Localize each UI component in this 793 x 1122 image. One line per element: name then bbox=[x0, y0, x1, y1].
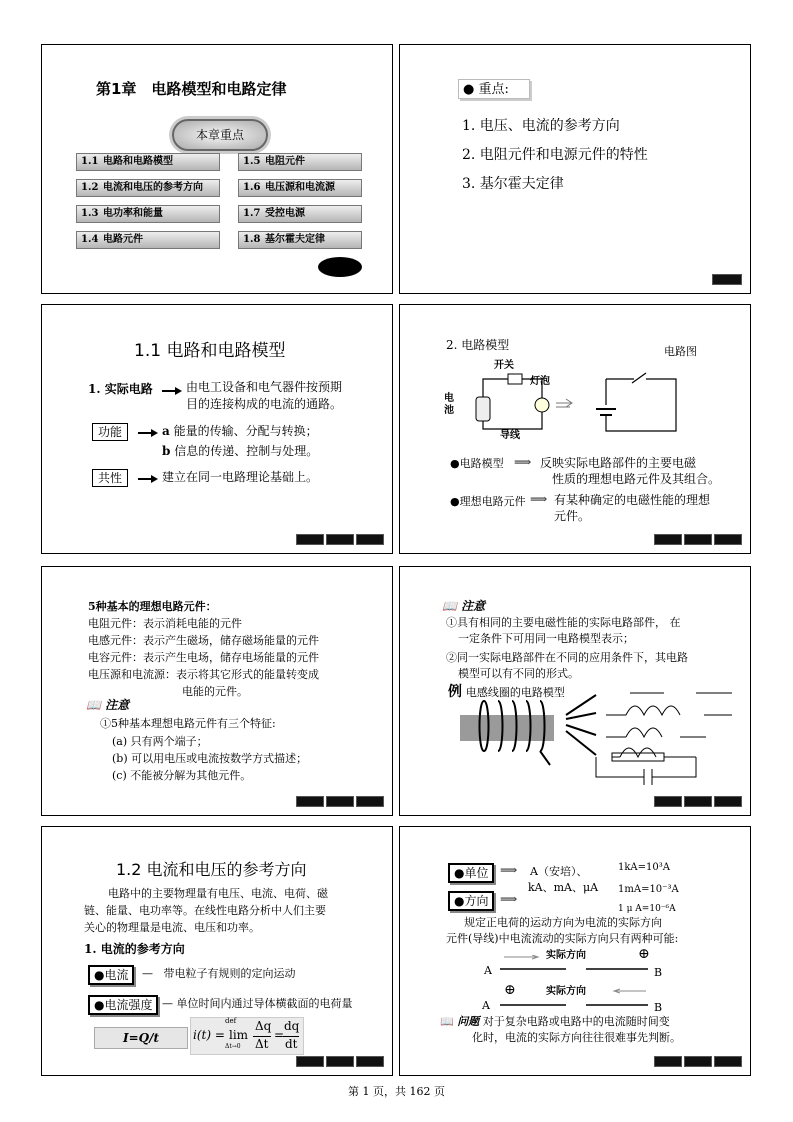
note-book-icon: 📖 bbox=[442, 599, 457, 613]
note-point-2a: ②同一实际电路部件在不同的应用条件下，其电路 bbox=[446, 651, 688, 664]
conversion-3: 1 μ A=10⁻⁶A bbox=[618, 904, 676, 914]
direction-rule-1: 规定正电荷的运动方向为电流的实际方向 bbox=[464, 916, 662, 929]
page-footer: 第 1 页，共 162 页 bbox=[348, 1085, 445, 1098]
plus-icon: ⊕ bbox=[638, 946, 650, 962]
chapter-title: 第1章 电路模型和电路定律 bbox=[96, 80, 287, 98]
lamp-label: 灯泡 bbox=[530, 376, 550, 387]
nav-next-button[interactable] bbox=[356, 796, 384, 807]
inductor-models-illustration bbox=[456, 685, 736, 785]
nav-prev-button[interactable] bbox=[654, 1056, 682, 1067]
key-point-1: 1. 电压、电流的参考方向 bbox=[462, 118, 620, 134]
question-icon: 📖 bbox=[440, 1015, 454, 1028]
point-b: B bbox=[654, 966, 663, 979]
nav-next-button[interactable] bbox=[714, 534, 742, 545]
nav-next-button[interactable] bbox=[712, 274, 742, 285]
feature-b: (b) 可以用电压或电流按数学方式描述； bbox=[112, 752, 308, 765]
direction-lines bbox=[496, 955, 656, 1015]
ideal-element-desc-1: 有某种确定的电磁性能的理想 bbox=[554, 493, 711, 507]
intensity-desc: — 单位时间内通过导体横截面的电荷量 bbox=[162, 997, 353, 1010]
nav-buttons[interactable] bbox=[654, 1056, 742, 1067]
circuit-model-desc-1: 反映实际电路部件的主要电磁 bbox=[540, 456, 697, 470]
note-point-1b: 一定条件下可用同一电路模型表示； bbox=[458, 632, 634, 645]
conversion-2: 1mA=10⁻³A bbox=[618, 884, 679, 895]
real-circuit-illustration bbox=[456, 369, 706, 441]
intro-line-3: 关心的物理量是电流、电压和功率。 bbox=[84, 921, 260, 934]
subsection-heading: 1. 电流的参考方向 bbox=[84, 942, 185, 956]
ideal-element-desc-2: 元件。 bbox=[554, 509, 591, 523]
chapter-item-1-1[interactable]: 1.1 电路和电路模型 bbox=[76, 153, 220, 171]
nav-next-button[interactable] bbox=[356, 1056, 384, 1067]
battery-label: 电池 bbox=[444, 393, 454, 416]
model-heading: 2. 电路模型 bbox=[446, 338, 510, 352]
chapter-item-1-7[interactable]: 1.7 受控电源 bbox=[238, 205, 362, 223]
note-point-1a: ①具有相同的主要电磁性能的实际电路部件， 在 bbox=[446, 616, 681, 629]
nav-buttons[interactable] bbox=[712, 274, 742, 285]
question-block: 📖 问题 对于复杂电路或电路中的电流随时间变 bbox=[440, 1015, 670, 1028]
nav-buttons[interactable] bbox=[654, 796, 742, 807]
slide-3 bbox=[41, 304, 393, 554]
key-points-header: ● 重点: bbox=[458, 79, 530, 99]
key-points-button[interactable] bbox=[172, 119, 268, 151]
elements-line-1: 5种基本的理想电路元件： bbox=[88, 600, 217, 613]
hollow-arrow-icon: ⟹ bbox=[530, 492, 548, 506]
circuit-model-label: ●电路模型 bbox=[450, 457, 504, 470]
exit-button[interactable] bbox=[318, 257, 362, 277]
point-a-2: A bbox=[482, 999, 490, 1012]
nav-buttons[interactable] bbox=[296, 534, 384, 545]
slide-7 bbox=[41, 826, 393, 1076]
arrow-icon bbox=[138, 432, 156, 434]
nav-buttons[interactable] bbox=[296, 796, 384, 807]
point-a: A bbox=[484, 964, 492, 977]
note-point-2b: 模型可以有不同的形式。 bbox=[458, 667, 579, 680]
nav-buttons[interactable] bbox=[654, 534, 742, 545]
formula-box: I=Q/t bbox=[94, 1027, 188, 1049]
actual-direction-label: 实际方向 bbox=[546, 950, 586, 961]
current-label-box: ●电流 bbox=[88, 965, 134, 985]
example-label: 例 电感线圈的电路模型 bbox=[448, 684, 565, 700]
elements-line-cont: 电能的元件。 bbox=[182, 685, 248, 698]
circuit-model-desc-2: 性质的理想电路元件及其组合。 bbox=[552, 472, 721, 486]
plus-icon-2: ⊕ bbox=[504, 982, 516, 998]
derivative-formula: def i(t) = lim Δt→0 Δq Δt = dq dt bbox=[190, 1017, 304, 1055]
direction-label-box: ●方向 bbox=[448, 891, 494, 911]
slide-6 bbox=[399, 566, 751, 816]
elements-line-2: 电阻元件：表示消耗电能的元件 bbox=[88, 617, 242, 630]
conversion-1: 1kA=10³A bbox=[618, 862, 670, 873]
slide-8 bbox=[399, 826, 751, 1076]
key-points-label: 本章重点 bbox=[195, 128, 244, 142]
note-heading: 📖 注意 bbox=[442, 599, 486, 613]
function-a: a 能量的传输、分配与转换； bbox=[162, 424, 318, 438]
nav-prev-button[interactable] bbox=[296, 796, 324, 807]
wire-label: 导线 bbox=[500, 430, 520, 441]
hollow-arrow-icon: ⟹ bbox=[514, 455, 532, 469]
current-desc: — 带电粒子有规则的定向运动 bbox=[142, 967, 296, 980]
nav-home-button[interactable] bbox=[684, 796, 712, 807]
ideal-element-label: ●理想电路元件 bbox=[450, 495, 526, 508]
intensity-label-box: ●电流强度 bbox=[88, 995, 158, 1015]
key-point-3: 3. 基尔霍夫定律 bbox=[462, 176, 564, 192]
chapter-item-1-6[interactable]: 1.6 电压源和电流源 bbox=[238, 179, 362, 197]
actual-direction-label-2: 实际方向 bbox=[546, 986, 586, 997]
chapter-item-1-5[interactable]: 1.5 电阻元件 bbox=[238, 153, 362, 171]
section-title: 1.1 电路和电路模型 bbox=[134, 341, 286, 361]
unit-desc-2: kA、mA、μA bbox=[528, 881, 599, 894]
feature-c: (c) 不能被分解为其他元件。 bbox=[112, 769, 252, 782]
hollow-arrow-icon: ⟹ bbox=[500, 863, 518, 877]
arrow-icon bbox=[138, 478, 156, 480]
unit-label-box: ●单位 bbox=[448, 863, 494, 883]
arrow-icon bbox=[162, 390, 180, 392]
nav-prev-button[interactable] bbox=[296, 534, 324, 545]
intro-line-2: 链、能量、电功率等。在线性电路分析中人们主要 bbox=[84, 904, 326, 917]
real-circuit-desc-1: 由电工设备和电气器件按预期 bbox=[186, 380, 343, 394]
note-book-icon: 📖 bbox=[86, 698, 101, 712]
slide-2 bbox=[399, 44, 751, 294]
function-b: b 信息的传递、控制与处理。 bbox=[162, 444, 319, 458]
elements-line-5: 电压源和电流源：表示将其它形式的能量转变成 bbox=[88, 668, 319, 681]
note-heading: 📖 注意 bbox=[86, 698, 130, 712]
direction-rule-2: 元件(导线)中电流流动的实际方向只有两种可能: bbox=[446, 932, 679, 945]
slide-5 bbox=[41, 566, 393, 816]
nav-prev-button[interactable] bbox=[654, 796, 682, 807]
chapter-item-1-3[interactable]: 1.3 电功率和能量 bbox=[76, 205, 220, 223]
nav-prev-button[interactable] bbox=[654, 534, 682, 545]
feature-a: (a) 只有两个端子； bbox=[112, 735, 208, 748]
section-title: 1.2 电流和电压的参考方向 bbox=[116, 860, 307, 879]
elements-line-4: 电容元件：表示产生电场，储存电场能量的元件 bbox=[88, 651, 319, 664]
switch-label: 开关 bbox=[494, 360, 514, 371]
intro-line-1: 电路中的主要物理量有电压、电流、电荷、磁 bbox=[108, 887, 328, 900]
elements-line-3: 电感元件：表示产生磁场，储存磁场能量的元件 bbox=[88, 634, 319, 647]
real-circuit-desc-2: 目的连接构成的电流的通路。 bbox=[186, 397, 343, 411]
chapter-item-1-8[interactable]: 1.8 基尔霍夫定律 bbox=[238, 231, 362, 249]
hollow-arrow-icon: ⟹ bbox=[500, 892, 518, 906]
bullet-icon: ● bbox=[463, 82, 475, 97]
nav-home-button[interactable] bbox=[326, 796, 354, 807]
nav-home-button[interactable] bbox=[684, 1056, 712, 1067]
features-heading: ①5种基本理想电路元件有三个特征: bbox=[100, 717, 276, 730]
nav-home-button[interactable] bbox=[684, 534, 712, 545]
chapter-item-1-2[interactable]: 1.2 电流和电压的参考方向 bbox=[76, 179, 220, 197]
unit-desc-1: A（安培）、 bbox=[530, 865, 588, 878]
function-box: 功能 bbox=[92, 423, 128, 441]
point-b-2: B bbox=[654, 1001, 663, 1014]
nav-home-button[interactable] bbox=[326, 534, 354, 545]
nav-buttons[interactable] bbox=[296, 1056, 384, 1067]
common-desc: 建立在同一电路理论基础上。 bbox=[162, 470, 319, 484]
common-box: 共性 bbox=[92, 469, 128, 487]
question-line-2: 化时，电流的实际方向往往很难事先判断。 bbox=[472, 1031, 681, 1044]
chapter-item-1-4[interactable]: 1.4 电路元件 bbox=[76, 231, 220, 249]
nav-next-button[interactable] bbox=[356, 534, 384, 545]
real-circuit-label: 1. 实际电路 bbox=[88, 382, 153, 396]
nav-next-button[interactable] bbox=[714, 1056, 742, 1067]
nav-prev-button[interactable] bbox=[296, 1056, 324, 1067]
nav-next-button[interactable] bbox=[714, 796, 742, 807]
key-point-2: 2. 电阻元件和电源元件的特性 bbox=[462, 147, 648, 163]
circuit-diagram-label: 电路图 bbox=[664, 345, 697, 358]
nav-home-button[interactable] bbox=[326, 1056, 354, 1067]
slide-1 bbox=[41, 44, 393, 294]
slide-4 bbox=[399, 304, 751, 554]
